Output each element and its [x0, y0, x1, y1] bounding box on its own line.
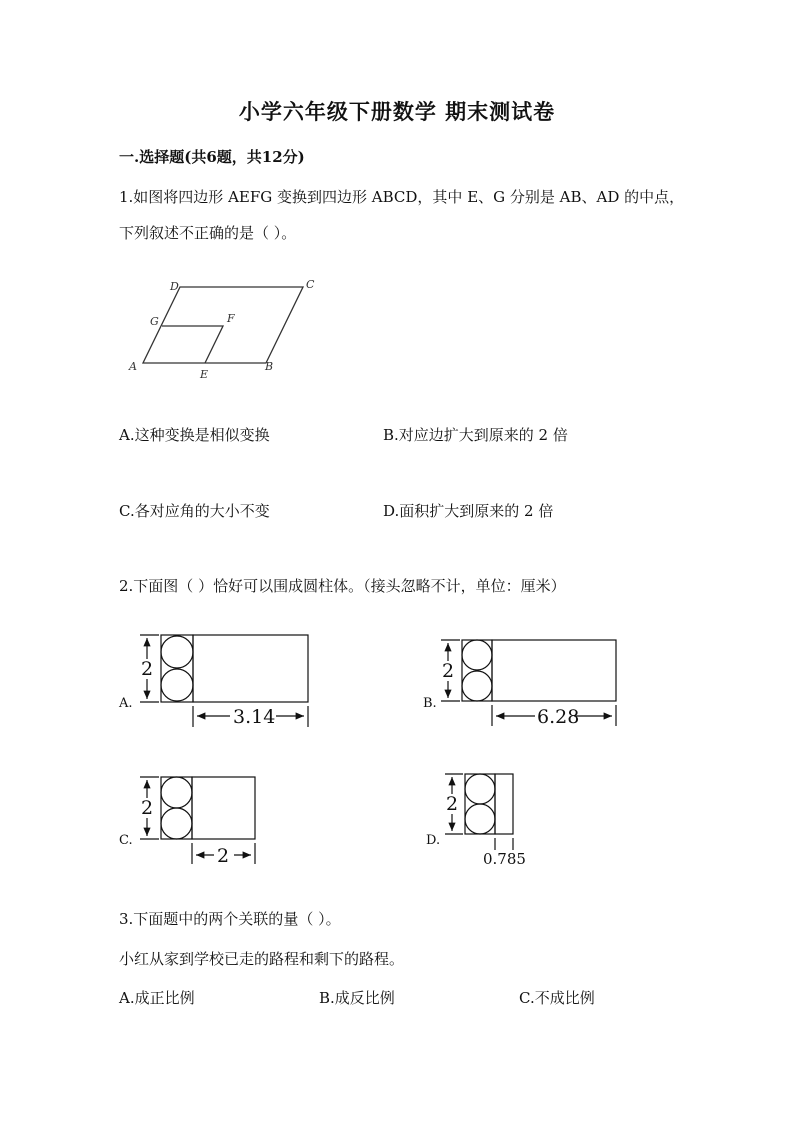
vertex-label-f: F — [227, 312, 235, 325]
q3-option-c[interactable]: C.不成比例 — [519, 989, 595, 1007]
figure-c-option-label: C. — [119, 833, 133, 848]
figure-a-circle-bottom — [161, 669, 193, 701]
vertex-label-a: A — [129, 360, 137, 373]
figure-c-width-label: 2 — [217, 845, 230, 867]
figure-d-option-label: D. — [426, 833, 441, 848]
vertex-label-b: B — [265, 360, 274, 373]
figure-c-rectangle — [192, 777, 255, 839]
figure-d-circle-bottom — [465, 804, 495, 834]
q1-option-c[interactable]: C.各对应角的大小不变 — [119, 502, 270, 520]
question-1-line-2: 下列叙述不正确的是（ ）。 — [119, 224, 297, 242]
question-3-statement: 小红从家到学校已走的路程和剩下的路程。 — [119, 950, 405, 968]
figure-a-height-label: 2 — [141, 658, 154, 680]
q1-option-d[interactable]: D.面积扩大到原来的 2 倍 — [383, 502, 554, 520]
figure-b-circle-top — [462, 640, 492, 670]
figure-b-circle-bottom — [462, 671, 492, 701]
question-1-line-1: 1.如图将四边形 AEFG 变换到四边形 ABCD，其中 E、G 分别是 AB、AD 的中点， — [119, 188, 685, 206]
figure-a-width-label: 3.14 — [233, 706, 276, 728]
q1-option-b[interactable]: B.对应边扩大到原来的 2 倍 — [383, 426, 568, 444]
figure-a-rectangle — [193, 635, 308, 702]
q1-option-a[interactable]: A.这种变换是相似变换 — [119, 426, 270, 444]
figure-d-height-label: 2 — [446, 793, 459, 815]
q3-option-b[interactable]: B.成反比例 — [319, 989, 395, 1007]
question-2: 2.下面图（ ）恰好可以围成圆柱体。（接头忽略不计，单位：厘米） — [119, 577, 566, 595]
q3-option-a[interactable]: A.成正比例 — [119, 989, 195, 1007]
vertex-label-c: C — [306, 278, 315, 291]
figure-d-width-label: 0.785 — [483, 850, 526, 868]
figure-d-rectangle — [495, 774, 513, 834]
vertex-label-d: D — [170, 280, 179, 293]
figure-b-width-label: 6.28 — [537, 706, 580, 728]
figure-a — [140, 635, 308, 727]
page-title: 小学六年级下册数学 期末测试卷 — [238, 99, 556, 124]
figure-c — [140, 777, 255, 864]
figure-b-height-label: 2 — [442, 660, 455, 682]
figure-b — [441, 640, 616, 726]
figure-a-option-label: A. — [119, 696, 133, 711]
section-heading: 一.选择题(共6题，共12分) — [119, 148, 305, 166]
figure-c-circle-bottom — [161, 808, 192, 839]
figure-c-circle-top — [161, 777, 192, 808]
vertex-label-e: E — [200, 368, 209, 381]
vertex-label-g: G — [150, 315, 159, 328]
figure-b-option-label: B. — [423, 696, 437, 711]
question-3: 3.下面题中的两个关联的量（ ）。 — [119, 910, 341, 928]
figure-a-circle-top — [161, 636, 193, 668]
figure-b-rectangle — [492, 640, 616, 701]
figure-c-height-label: 2 — [141, 797, 154, 819]
figure-d-circle-top — [465, 774, 495, 804]
